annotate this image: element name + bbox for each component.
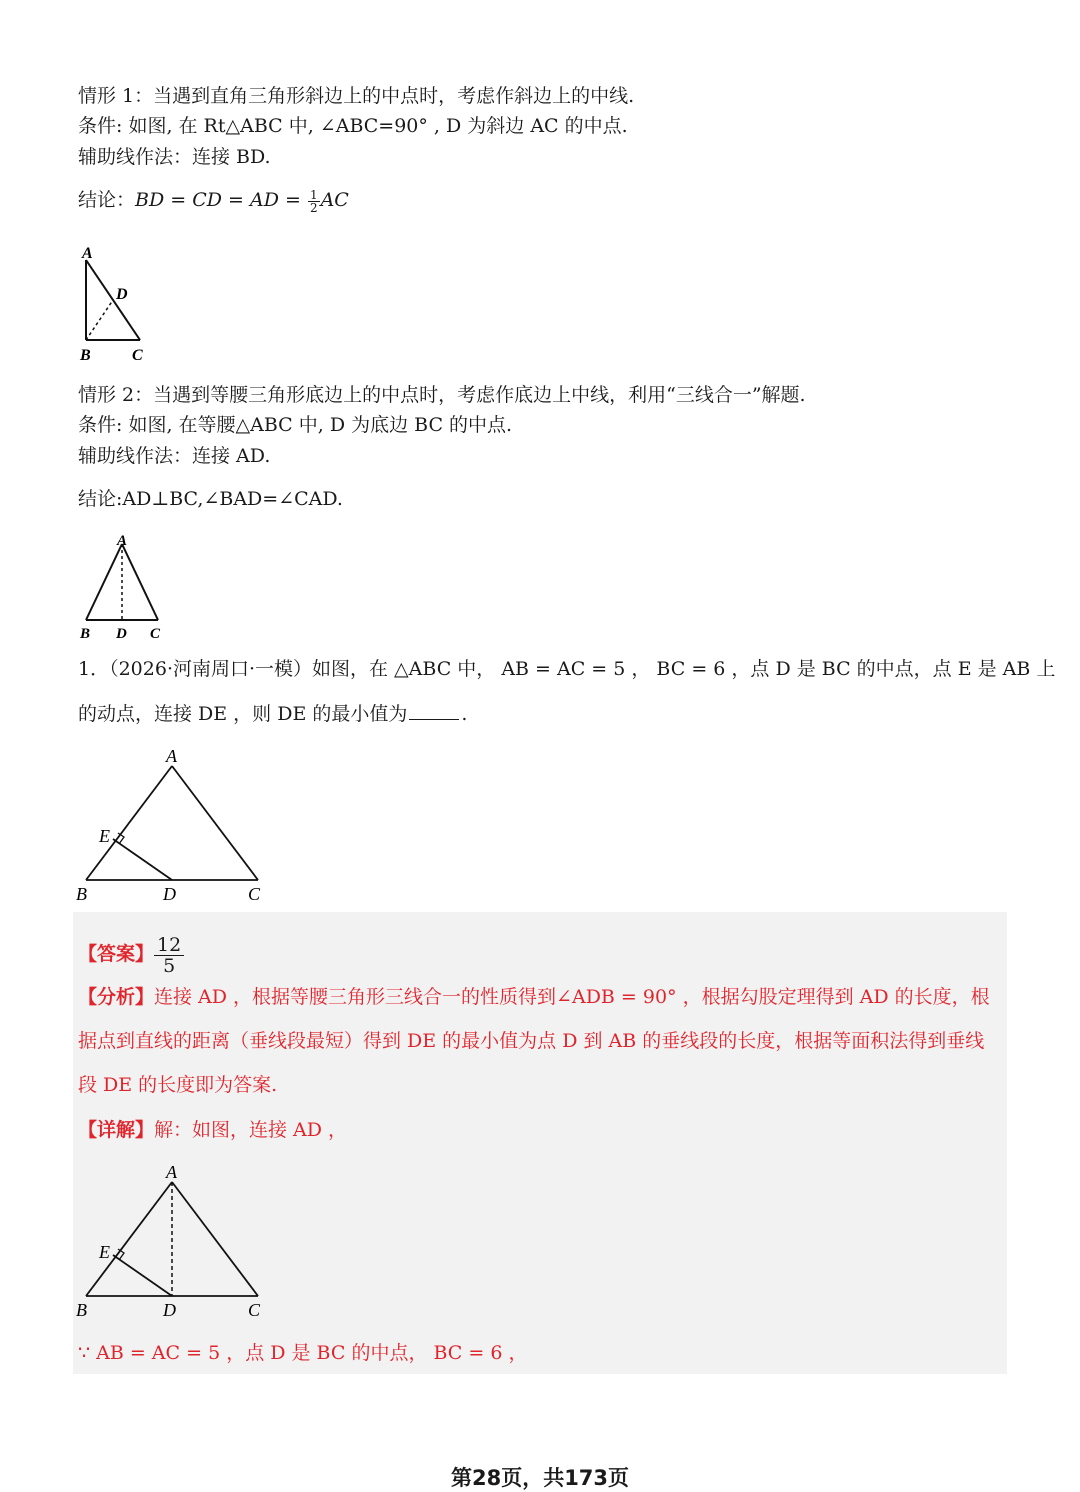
answer-tag: 【答案】	[78, 943, 155, 965]
case2-condition: 条件: 如图, 在等腰△ABC 中, D 为底边 BC 的中点.	[78, 414, 513, 436]
page-footer: 第28页，共173页	[450, 1466, 630, 1490]
answer-fraction	[154, 935, 184, 976]
label-e: E	[99, 1242, 110, 1262]
case1-figure	[76, 244, 156, 366]
label-e: E	[99, 826, 110, 846]
edge-ab	[86, 544, 122, 620]
label-d: D	[116, 626, 127, 642]
fraction-denominator: 2	[309, 200, 318, 215]
answer-denominator: 5	[163, 954, 176, 977]
conclusion-expr: BD = CD = AD =	[135, 189, 307, 211]
analysis-text-1: 连接 AD ，根据等腰三角形三线合一的性质得到∠ADB = 90° ，根据勾股定理得到 AD 的长度，根	[154, 986, 990, 1008]
case2-figure	[76, 532, 168, 644]
half-fraction	[308, 189, 320, 214]
conclusion-prefix: 结论：	[78, 189, 136, 211]
analysis-tag: 【分析】	[78, 986, 155, 1008]
label-a: A	[117, 533, 128, 549]
analysis-line3: 段 DE 的长度即为答案.	[78, 1074, 278, 1096]
problem-line2-end: .	[461, 703, 468, 725]
label-c: C	[150, 626, 161, 642]
label-b: B	[80, 347, 91, 364]
detail-text-1: 解：如图，连接 AD ，	[154, 1119, 348, 1141]
label-a: A	[82, 245, 93, 262]
edge-ac	[122, 544, 158, 620]
problem-line1: 1．（2026·河南周口·一模）如图，在 △ABC 中， AB = AC = 5 ， BC = 6 ，点 D 是 BC 的中点，点 E 是 AB 上	[78, 658, 1056, 680]
label-d: D	[163, 884, 176, 904]
answer-blank	[409, 701, 459, 720]
label-a: A	[166, 1162, 177, 1182]
case1-title: 情形 1：当遇到直角三角形斜边上的中点时，考虑作斜边上的中线.	[78, 85, 635, 107]
conclusion-tail: AC	[320, 189, 349, 211]
segment-de	[113, 839, 172, 880]
label-c: C	[132, 347, 143, 364]
label-c: C	[248, 884, 261, 904]
problem-figure	[70, 742, 280, 908]
edge-ac	[172, 1182, 258, 1296]
label-d: D	[163, 1300, 176, 1320]
detail-figure	[70, 1158, 280, 1324]
edge-ab	[86, 766, 172, 880]
edge-ab	[86, 1182, 172, 1296]
problem-line2-text: 的动点，连接 DE ，则 DE 的最小值为	[78, 703, 408, 725]
label-c: C	[248, 1300, 261, 1320]
label-a: A	[166, 746, 177, 766]
analysis-line1	[78, 985, 990, 1009]
detail-line2: ∵ AB = AC = 5 ，点 D 是 BC 的中点， BC = 6 ，	[78, 1342, 528, 1364]
label-b: B	[80, 626, 91, 642]
case2-conclusion: 结论:AD⊥BC,∠BAD=∠CAD.	[78, 488, 343, 510]
label-b: B	[76, 884, 87, 904]
case1-method: 辅助线作法：连接 BD.	[78, 146, 271, 168]
fraction-numerator: 1	[309, 187, 318, 202]
case1-conclusion	[78, 188, 349, 214]
answer-line	[78, 932, 184, 976]
segment-de	[113, 1255, 172, 1296]
case1-condition: 条件: 如图, 在 Rt△ABC 中, ∠ABC=90° , D 为斜边 AC 的中点.	[78, 115, 628, 137]
case2-title: 情形 2：当遇到等腰三角形底边上的中点时，考虑作底边上中线，利用“三线合一”解题.	[78, 384, 806, 406]
case2-method: 辅助线作法：连接 AD.	[78, 445, 271, 467]
median-bd	[86, 300, 113, 340]
analysis-line2: 据点到直线的距离（垂线段最短）得到 DE 的最小值为点 D 到 AB 的垂线段的长度，根据等面积法得到垂线	[78, 1030, 985, 1052]
edge-ac	[172, 766, 258, 880]
detail-line1	[78, 1118, 347, 1142]
answer-numerator: 12	[154, 935, 184, 956]
label-d: D	[116, 286, 128, 303]
detail-tag: 【详解】	[78, 1119, 155, 1141]
label-b: B	[76, 1300, 87, 1320]
problem-line2	[78, 701, 467, 726]
